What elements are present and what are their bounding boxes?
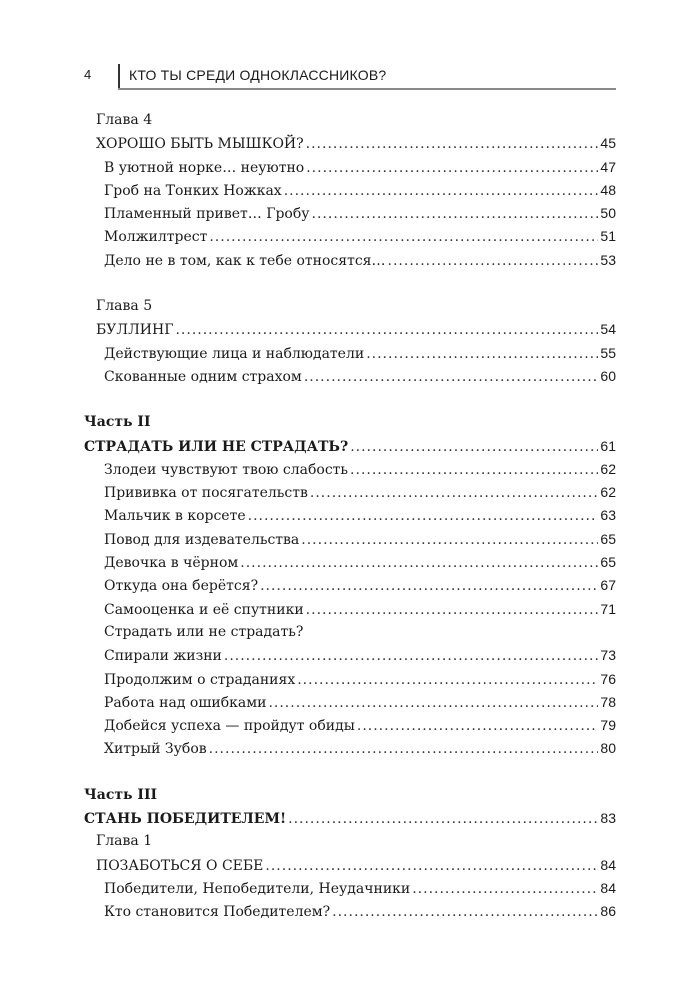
toc-entry: [84, 644, 616, 667]
toc-entry: [84, 342, 616, 365]
toc-leader-dots: [306, 157, 598, 180]
toc-entry-page: 76: [600, 670, 616, 687]
toc-entry: [84, 621, 616, 644]
toc-entry-title: Глава 5: [96, 298, 153, 315]
toc-entry-page: 79: [600, 717, 616, 734]
toc-entry-page: 60: [600, 367, 616, 384]
toc-entry-title: Мальчик в корсете: [104, 508, 246, 525]
toc-entry-title: СТАНЬ ПОБЕДИТЕЛЕМ!: [84, 811, 287, 828]
toc-entry-page: 61: [600, 437, 616, 454]
toc-leader-dots: [240, 552, 598, 575]
toc-leader-dots: [350, 459, 598, 482]
toc-entry: [84, 574, 616, 597]
toc-leader-dots: [357, 715, 599, 738]
toc-entry-title: Спирали жизни: [104, 648, 222, 665]
toc-entry: [84, 179, 616, 202]
toc-entry-title: Часть II: [84, 414, 151, 431]
toc-entry-title: БУЛЛИНГ: [96, 322, 174, 339]
toc-entry-title: Страдать или не страдать?: [104, 623, 304, 640]
toc-leader-dots: [268, 692, 598, 715]
toc-entry-title: Скованные одним страхом: [104, 368, 302, 385]
toc-entry-title: ХОРОШО БЫТЬ МЫШКОЙ?: [96, 136, 304, 153]
toc-entry: [84, 458, 616, 481]
toc-entry: [84, 411, 616, 434]
toc-entry-title: Кто становится Победителем?: [104, 904, 331, 921]
toc-entry-page: 86: [600, 903, 616, 920]
toc-entry: [84, 435, 616, 458]
toc-entry-page: 63: [600, 507, 616, 524]
toc-entry: [84, 528, 616, 551]
toc-entry: [84, 668, 616, 691]
running-title: КТО ТЫ СРЕДИ ОДНОКЛАССНИКОВ?: [129, 67, 387, 83]
toc-entry-page: 73: [600, 647, 616, 664]
toc-entry-page: 62: [600, 460, 616, 477]
toc-entry: [84, 156, 616, 179]
toc-entry-title: Продолжим о страданиях: [104, 671, 296, 688]
toc-entry: [84, 551, 616, 574]
toc-entry-title: Повод для издевательства: [104, 531, 300, 548]
toc-entry-title: Часть III: [84, 786, 158, 803]
toc-entry-page: 65: [600, 530, 616, 547]
toc-entry-page: 47: [600, 158, 616, 175]
toc-leader-dots: [332, 901, 598, 924]
toc-entry-title: Победители, Непобедители, Неудачники: [104, 880, 411, 897]
toc-leader-dots: [388, 250, 599, 273]
toc-entry: [84, 598, 616, 621]
toc-entry-title: СТРАДАТЬ ИЛИ НЕ СТРАДАТЬ?: [84, 438, 349, 455]
page-number: 4: [84, 67, 92, 82]
toc-entry-title: Действующие лица и наблюдатели: [104, 345, 365, 362]
toc-entry: [84, 295, 616, 318]
toc-entry-page: 54: [600, 321, 616, 338]
toc-entry-title: Пламенный привет… Гробу: [104, 206, 310, 223]
toc-leader-dots: [412, 878, 598, 901]
toc-entry: [84, 807, 616, 830]
toc-leader-dots: [301, 529, 598, 552]
toc-entry-page: 65: [600, 554, 616, 571]
toc-entry-title: Самооценка и её спутники: [104, 601, 304, 618]
toc-entry-page: 78: [600, 693, 616, 710]
toc-entry-page: 53: [600, 251, 616, 268]
toc-leader-dots: [209, 738, 599, 761]
toc-entry: [84, 854, 616, 877]
toc-entry: [84, 714, 616, 737]
toc-entry: [84, 877, 616, 900]
toc-leader-dots: [350, 436, 598, 459]
toc-leader-dots: [306, 133, 599, 156]
toc-entry-page: 80: [600, 740, 616, 757]
toc-entry-title: Работа над ошибками: [104, 694, 267, 711]
toc-leader-dots: [209, 226, 598, 249]
toc-entry: [84, 900, 616, 923]
toc-entry-title: Злодеи чувствуют твою слабость: [104, 461, 349, 478]
toc-entry: [84, 504, 616, 527]
table-of-contents: [84, 109, 616, 924]
toc-leader-dots: [260, 575, 598, 598]
toc-entry: [84, 132, 616, 155]
toc-entry-page: 84: [600, 879, 616, 896]
toc-leader-dots: [297, 669, 598, 692]
toc-entry-title: Гроб на Тонких Ножках: [104, 182, 282, 199]
toc-entry-title: Добейся успеха — пройдут обиды: [104, 718, 355, 735]
toc-entry-title: ПОЗАБОТЬСЯ О СЕБЕ: [96, 857, 264, 874]
toc-leader-dots: [366, 343, 598, 366]
toc-entry-page: 84: [600, 856, 616, 873]
toc-leader-dots: [312, 203, 599, 226]
toc-entry-page: 50: [600, 205, 616, 222]
toc-leader-dots: [265, 855, 598, 878]
toc-entry: [84, 249, 616, 272]
header-rule: [118, 88, 616, 90]
toc-entry: [84, 318, 616, 341]
toc-entry: [84, 784, 616, 807]
toc-entry-title: Глава 1: [96, 833, 153, 850]
toc-entry-title: Девочка в чёрном: [104, 555, 239, 572]
toc-entry-title: Дело не в том, как к тебе относятся…: [104, 252, 386, 269]
toc-entry-page: 62: [600, 484, 616, 501]
toc-entry-page: 71: [600, 600, 616, 617]
toc-entry: [84, 691, 616, 714]
toc-leader-dots: [288, 808, 598, 831]
toc-entry-page: 55: [600, 344, 616, 361]
toc-entry-page: 48: [600, 181, 616, 198]
toc-leader-dots: [224, 645, 599, 668]
toc-entry-title: Прививка от посягательств: [104, 485, 308, 502]
toc-leader-dots: [248, 505, 599, 528]
toc-entry-page: 67: [600, 577, 616, 594]
toc-entry-title: В уютной норке… неуютно: [104, 159, 305, 176]
toc-entry-title: Хитрый Зубов: [104, 741, 207, 758]
toc-entry-title: Молжилтрест: [104, 229, 208, 246]
running-header: [84, 64, 616, 88]
toc-entry-page: 51: [600, 228, 616, 245]
toc-entry-title: Откуда она берётся?: [104, 578, 259, 595]
header-divider: [118, 64, 120, 90]
toc-entry: [84, 109, 616, 132]
toc-entry: [84, 481, 616, 504]
toc-entry: [84, 202, 616, 225]
toc-entry: [84, 225, 616, 248]
toc-entry: [84, 365, 616, 388]
toc-leader-dots: [306, 599, 599, 622]
toc-leader-dots: [304, 366, 599, 389]
toc-entry: [84, 737, 616, 760]
toc-entry: [84, 830, 616, 853]
toc-entry-page: 45: [600, 135, 616, 152]
toc-leader-dots: [175, 319, 598, 342]
toc-entry-page: 83: [600, 810, 616, 827]
toc-leader-dots: [284, 180, 599, 203]
toc-leader-dots: [310, 482, 599, 505]
toc-entry-title: Глава 4: [96, 112, 153, 128]
